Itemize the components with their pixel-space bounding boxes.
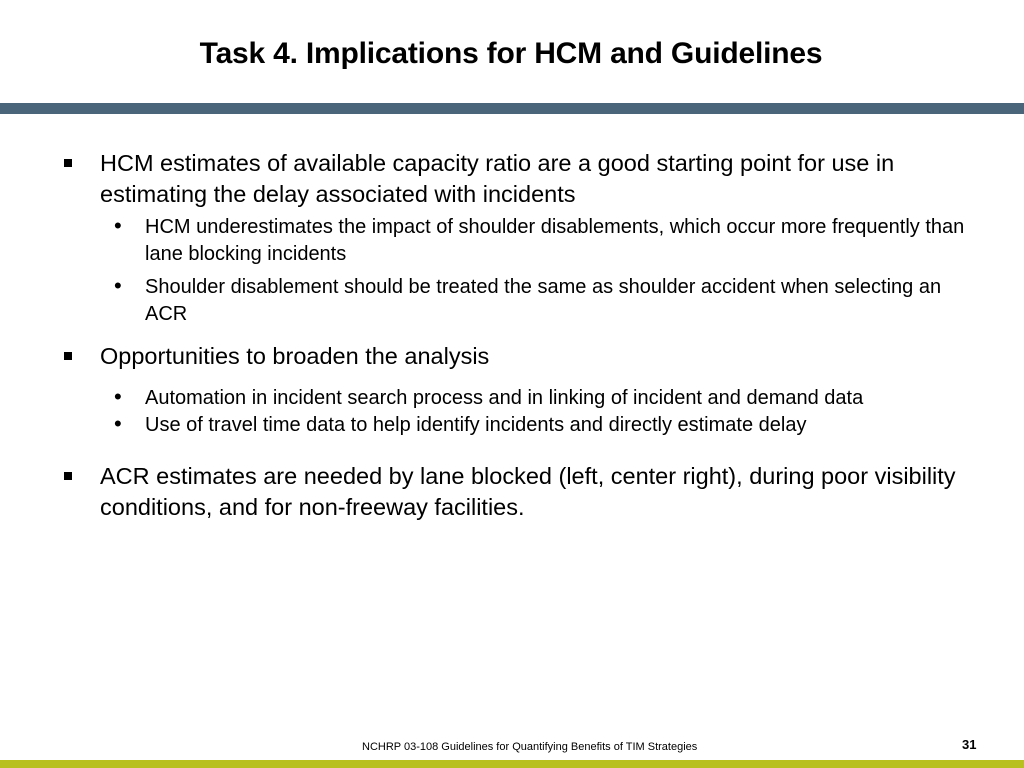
sub-bullet-text: Shoulder disablement should be treated the same as shoulder accident when selecting an ACR: [145, 276, 942, 325]
round-bullet-icon: •: [114, 411, 122, 436]
sub-bullet-item: [114, 213, 975, 268]
bullet-item: [100, 461, 960, 523]
round-bullet-icon: •: [114, 273, 122, 298]
footer-divider: [0, 760, 1024, 768]
sub-bullet-text: HCM underestimates the impact of shoulder disablements, which occur more frequently than lane blocking incidents: [145, 216, 965, 265]
bullet-text: HCM estimates of available capacity ratio are a good starting point for use in estimating the delay associated with incidents: [100, 150, 895, 207]
square-bullet-icon: [64, 472, 72, 480]
sub-bullet-item: [114, 384, 975, 412]
sub-bullet-item: [114, 411, 975, 439]
round-bullet-icon: •: [114, 384, 122, 409]
footer-text: NCHRP 03-108 Guidelines for Quantifying Benefits of TIM Strategies: [362, 741, 698, 753]
bullet-text: ACR estimates are needed by lane blocked (left, center right), during poor visibility conditions, and for non-freeway facilities.: [100, 463, 956, 520]
sub-bullet-text: Automation in incident search process and in linking of incident and demand data: [145, 387, 864, 409]
page-number: 31: [962, 737, 977, 752]
square-bullet-icon: [64, 352, 72, 360]
bullet-item: [100, 148, 980, 210]
bullet-item: [100, 341, 980, 372]
square-bullet-icon: [64, 159, 72, 167]
sub-bullet-text: Use of travel time data to help identify incidents and directly estimate delay: [145, 414, 807, 436]
bullet-text: Opportunities to broaden the analysis: [100, 343, 490, 369]
round-bullet-icon: •: [114, 213, 122, 238]
sub-bullet-item: [114, 273, 975, 328]
slide-title: Task 4. Implications for HCM and Guidelines: [199, 37, 823, 70]
